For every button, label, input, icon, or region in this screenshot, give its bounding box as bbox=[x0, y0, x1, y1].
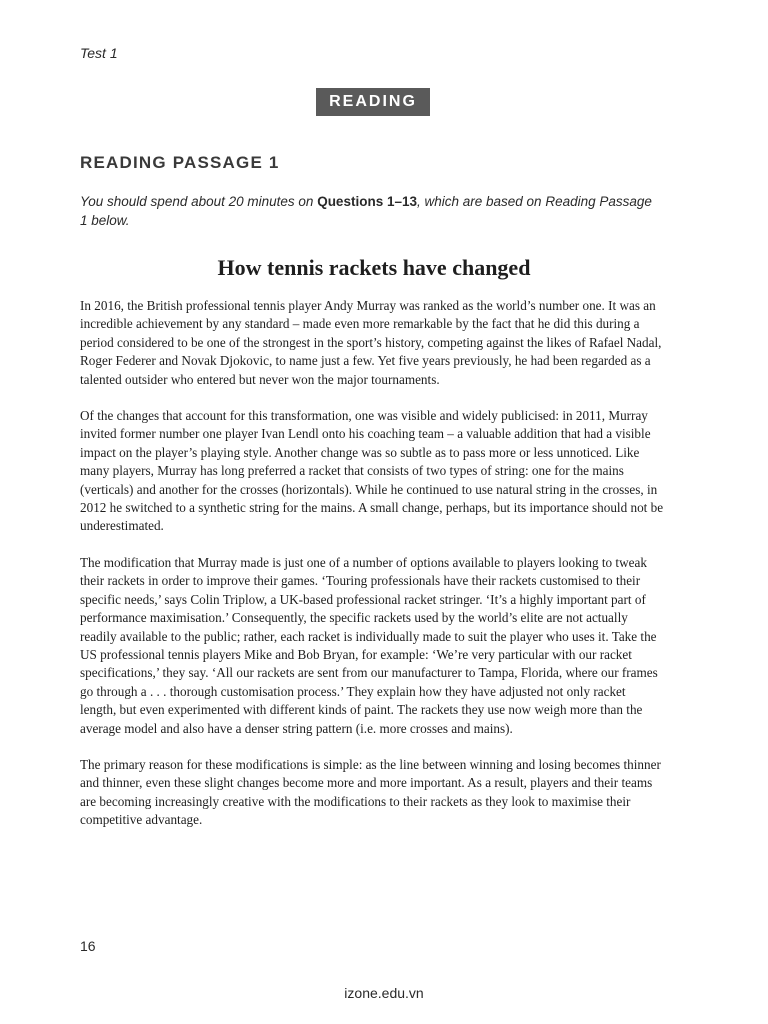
article-title: How tennis rackets have changed bbox=[217, 255, 531, 280]
paragraph: The primary reason for these modifications is simple: as the line between winning and losing becomes thinner and thinner, even these slight changes become more and more important. As a result, players and their teams are becoming increasingly creative with the modifications to their rackets as they look to maximise their competitive advantage. bbox=[80, 756, 661, 828]
page-number: 16 bbox=[80, 938, 96, 954]
test-label: Test 1 bbox=[80, 45, 118, 61]
instructions-after: , which are based on Reading Passage 1 below. bbox=[80, 194, 652, 228]
instructions bbox=[80, 192, 660, 230]
passage-body bbox=[80, 297, 664, 848]
paragraph: Of the changes that account for this transformation, one was visible and widely publicised: in 2011, Murray invited former number one player Ivan Lendl onto his coaching team – a valuable addition that had a visible impact on the player’s playing style. Another change was so subtle as to pass more or less unnoticed. Like many players, Murray has long preferred a racket that consists of two types of string: one for the mains (verticals) and another for the crosses (horizontals). While he continued to use natural string in the crosses, in 2012 he switched to a synthetic string for the mains. A small change, perhaps, but its importance should not be underestimated. bbox=[80, 408, 664, 534]
paragraph: The modification that Murray made is just one of a number of options available to players looking to tweak their rackets in order to improve their games. ‘Touring professionals have their rackets customised to their specific needs,’ says Colin Triplow, a UK-based professional racket stringer. ‘It’s a highly important part of performance maximisation.’ Consequently, the specific rackets used by the world’s elite are not actually readily available to the public; rather, each racket is individually made to suit the player who uses it. Take the US professional tennis players Mike and Bob Bryan, for example: ‘We’re very particular with our racket specifications,’ they say. ‘All our rackets are sent from our manufacturer to Tampa, Florida, where our frames go through a . . . thorough customisation process.’ They explain how they have adjusted not only racket length, but even experimented with different kinds of paint. The rackets they use now weigh more than the average model and also have a denser string pattern (i.e. more crosses and mains). bbox=[80, 554, 658, 736]
section-banner: READING bbox=[316, 88, 430, 116]
instructions-questions: Questions 1–13 bbox=[317, 194, 417, 209]
instructions-before: You should spend about 20 minutes on bbox=[80, 194, 318, 209]
passage-heading: READING PASSAGE 1 bbox=[80, 153, 280, 172]
footer-site: izone.edu.vn bbox=[344, 985, 424, 1001]
paragraph: In 2016, the British professional tennis player Andy Murray was ranked as the world’s number one. It was an incredible achievement by any standard – made even more remarkable by the fact that he did this during a period considered to be one of the strongest in the sport’s history, competing against the likes of Rafael Nadal, Roger Federer and Novak Djokovic, to name just a few. Yet five years previously, he had been regarded as a talented outsider who entered but never won the major tournaments. bbox=[80, 298, 662, 387]
